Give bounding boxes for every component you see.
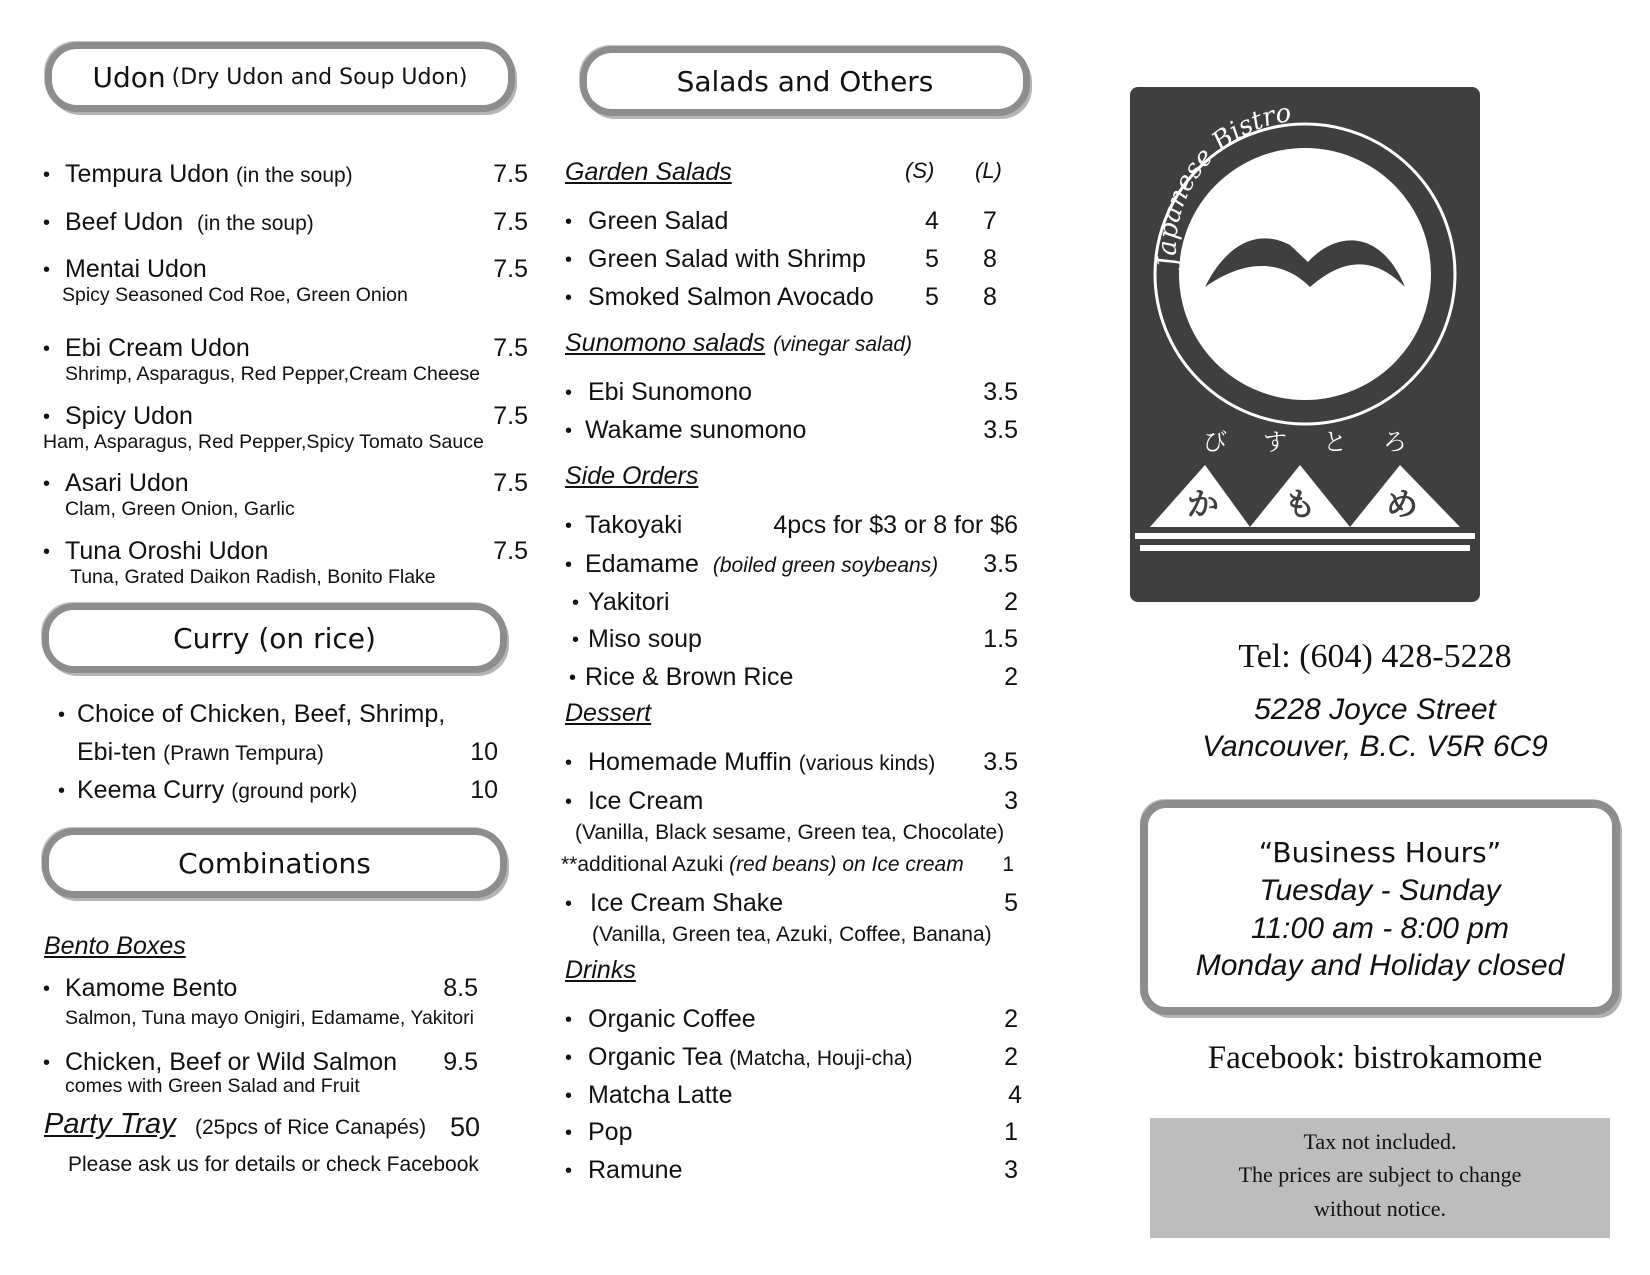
item-price: 1.5 [983, 625, 1018, 653]
item-price: 3.5 [983, 416, 1018, 444]
item-price: 2 [1004, 1005, 1018, 1033]
udon-banner [45, 42, 515, 112]
item-price: 2 [1004, 1043, 1018, 1071]
garden-salads-heading: Garden Salads [565, 158, 732, 186]
item-description: Salmon, Tuna mayo Onigiri, Edamame, Yakitori [65, 1007, 474, 1029]
item-name: Kamome Bento [65, 974, 238, 1002]
item-name: Matcha Latte [588, 1081, 733, 1109]
hours-days: Tuesday - Sunday [1259, 874, 1501, 907]
size-l-label: (L) [975, 158, 1002, 183]
address-line-2: Vancouver, B.C. V5R 6C9 [1202, 730, 1548, 763]
item-name: Ice Cream [588, 787, 704, 815]
item-price: 3.5 [983, 378, 1018, 406]
item-price: 10 [470, 776, 498, 804]
item-price: 10 [470, 738, 498, 766]
item-price: 7.5 [493, 334, 528, 362]
item-price: 2 [1004, 663, 1018, 691]
logo-graphic [1130, 87, 1480, 602]
item-description: comes with Green Salad and Fruit [65, 1075, 360, 1097]
hours-time: 11:00 am - 8:00 pm [1251, 912, 1509, 945]
sunomono-heading-text: Sunomono salads [565, 329, 766, 357]
item-name: Wakame sunomono [585, 416, 807, 444]
item-description: Clam, Green Onion, Garlic [65, 498, 295, 520]
item-price-s: 5 [925, 283, 939, 311]
azuki-prefix: **additional Azuki [561, 853, 730, 876]
left-column: Udon (Dry Udon and Soup Udon) • Tempura Udon (in the soup) 7.5 • Beef Udon (in the soup) 7.5 • Mentai Udon 7.5 Spicy Seasoned Cod Roe, Green Onion • Ebi Cream Udon 7.5 Shrimp, Asparagus, Red Pepper,Cream Cheese • Spicy Udon 7.5 Ham, Asparagus, Red Pepper,Spicy Tomato Sauce • Asari Udon 7.5 Clam, Green Onion, Garlic • Tuna Oroshi Udon 7.5 Tuna, Grated Daikon Radish, Bonito Flake Curry (on rice) • Choice of Chicken, Beef, Shrimp, Ebi-ten (Prawn Tempura) 10 • Keema Curry (ground pork) 10 Combinations Bento Boxes • Kamome Bento 8.5 Salmon, Tuna mayo Onigiri, Edamame, Yakitori • Chicken, Beef or Wild Salmon 9.5 comes with Green Salad and Fruit Party Tray (25pcs of Rice Canapés) 50 Please ask us for details or check Facebook [40, 0, 530, 1275]
item-description: (Vanilla, Green tea, Azuki, Coffee, Banana) [592, 923, 992, 946]
facebook: Facebook: bistrokamome [1207, 1040, 1543, 1076]
udon-title: Udon [92, 60, 166, 94]
hiragana-to: と [1323, 428, 1347, 456]
azuki-note: (red beans) on Ice cream [729, 853, 964, 876]
item-name: Yakitori [588, 588, 670, 616]
item-price: 3 [1004, 787, 1018, 815]
item-name: Asari Udon [65, 469, 189, 497]
item-name: Green Salad with Shrimp [588, 245, 866, 273]
item-price: 3.5 [983, 748, 1018, 776]
item-name: Ramune [588, 1156, 683, 1184]
item-name: Miso soup [588, 625, 702, 653]
item-name: Pop [588, 1118, 633, 1146]
item-price-s: 5 [925, 245, 939, 273]
item-name: Green Salad [588, 207, 729, 235]
item-note: (in the soup) [197, 212, 314, 235]
item-price: 4 [1008, 1081, 1022, 1109]
hiragana-bi: び [1203, 428, 1227, 456]
address-line-1: 5228 Joyce Street [1254, 693, 1496, 726]
item-name: Smoked Salmon Avocado [588, 283, 874, 311]
item-description: Shrimp, Asparagus, Red Pepper,Cream Cheese [65, 363, 481, 385]
middle-column: Salads and Others Garden Salads (S) (L) • Green Salad 4 7 • Green Salad with Shrimp 5 8 • Smoked Salmon Avocado 5 8 Sunomono salads (vinegar salad) • Ebi Sunomono 3.5 • Wakame sunomono 3.5 Side Orders • Takoyaki 4pcs for $3 or 8 for $6 • Edamame (boiled green soybeans) 3.5 • Yakitori 2 • Miso soup 1.5 • Rice & Brown Rice 2 Dessert • Homemade Muffin (various kinds) 3.5 • Ice Cream 3 (Vanilla, Black sesame, Green tea, Chocolate) **additional Azuki (red beans) on Ice cream 1 • Ice Cream Shake 5 (Vanilla, Green tea, Azuki, Coffee, Banana) Drinks • Organic Coffee 2 • Organic Tea (Matcha, Houji-cha) 2 • Matcha Latte 4 • Pop 1 • Ramune 3 [585, 0, 1080, 1275]
hiragana-su: す [1263, 428, 1287, 456]
logo-arc-top: Japanese Bistro [1152, 98, 1294, 269]
curry-title: Curry (on rice) [173, 621, 376, 655]
party-tray-note: (25pcs of Rice Canapés) [195, 1116, 427, 1139]
salads-title: Salads and Others [676, 64, 934, 98]
item-name: Takoyaki [585, 511, 683, 539]
item-price-l: 7 [983, 207, 997, 235]
item-name: Edamame [585, 550, 699, 578]
item-price: 3 [1004, 1156, 1018, 1184]
item-price: 1 [1002, 853, 1014, 876]
business-hours-box [1140, 800, 1620, 1015]
udon-subtitle: (Dry Udon and Soup Udon) [171, 64, 468, 90]
item-price: 7.5 [493, 160, 528, 188]
item-price: 7.5 [493, 537, 528, 565]
item-note: (boiled green soybeans) [712, 554, 939, 577]
item-name: Ebi Sunomono [588, 378, 753, 406]
item-name: Ice Cream Shake [590, 889, 784, 917]
item-price: 4pcs for $3 or 8 for $6 [773, 511, 1018, 539]
item-name: Mentai Udon [65, 255, 207, 283]
item-name: Tempura Udon [65, 160, 229, 188]
item-description: Tuna, Grated Daikon Radish, Bonito Flake [70, 566, 436, 588]
item-description: Ham, Asparagus, Red Pepper,Spicy Tomato Sauce [43, 431, 484, 453]
item-price-l: 8 [983, 283, 997, 311]
item-price: 2 [1004, 588, 1018, 616]
hours-closed: Monday and Holiday closed [1195, 949, 1565, 982]
hiragana-ro: ろ [1383, 428, 1407, 456]
telephone: Tel: (604) 428-5228 [1238, 638, 1512, 675]
item-name: Ebi-ten [77, 738, 157, 766]
item-name: Organic Tea [588, 1043, 723, 1071]
item-name: Homemade Muffin [588, 748, 792, 776]
logo-stripe [1140, 545, 1470, 551]
sunomono-note: (vinegar salad) [773, 333, 913, 356]
item-price: 9.5 [443, 1048, 478, 1076]
item-name: Beef Udon [65, 208, 184, 236]
hiragana-ka: か [1186, 485, 1220, 523]
item-note: (Prawn Tempura) [163, 742, 324, 765]
item-price-s: 4 [925, 207, 939, 235]
item-note: (ground pork) [231, 780, 358, 803]
hours-title: “Business Hours” [1258, 836, 1502, 869]
size-s-label: (S) [905, 158, 935, 183]
curry-banner [42, 603, 507, 673]
kamome-logo [1130, 87, 1480, 602]
logo-arc-bottom: Kamome [1249, 387, 1358, 424]
tax-line-3: without notice. [1314, 1196, 1446, 1221]
item-note: (in the soup) [235, 164, 353, 187]
hiragana-me: め [1385, 485, 1419, 523]
item-price: 1 [1004, 1118, 1018, 1146]
item-name: Organic Coffee [588, 1005, 756, 1033]
combinations-title: Combinations [178, 846, 371, 880]
item-name: Chicken, Beef or Wild Salmon [65, 1048, 398, 1076]
item-price: 5 [1004, 889, 1018, 917]
item-price: 3.5 [983, 550, 1018, 578]
party-tray-price: 50 [449, 1112, 480, 1142]
item-price-l: 8 [983, 245, 997, 273]
item-name: Tuna Oroshi Udon [65, 537, 269, 565]
logo-stripe [1135, 533, 1475, 539]
item-price: 7.5 [493, 469, 528, 497]
item-name: Keema Curry [77, 776, 225, 804]
item-description: (Vanilla, Black sesame, Green tea, Chocolate) [575, 821, 1005, 844]
combinations-banner [42, 828, 507, 898]
sunomono-heading [565, 329, 912, 358]
tax-line-2: The prices are subject to change [1238, 1162, 1522, 1187]
bento-heading: Bento Boxes [44, 932, 186, 960]
dessert-heading: Dessert [565, 699, 652, 727]
party-tray-description: Please ask us for details or check Facebook [68, 1153, 479, 1176]
tax-line-1: Tax not included. [1303, 1129, 1457, 1154]
item-description: Spicy Seasoned Cod Roe, Green Onion [62, 284, 408, 306]
party-tray-name: Party Tray [44, 1108, 176, 1140]
item-price: 8.5 [443, 974, 478, 1002]
item-note: (Matcha, Houji-cha) [729, 1047, 913, 1070]
drinks-heading: Drinks [565, 956, 636, 984]
item-price: 7.5 [493, 402, 528, 430]
side-orders-heading: Side Orders [565, 462, 699, 490]
item-note: (various kinds) [798, 752, 936, 775]
tax-notice [1150, 1118, 1610, 1238]
salads-banner [580, 46, 1030, 116]
hiragana-mo: も [1283, 485, 1317, 523]
item-name: Ebi Cream Udon [65, 334, 250, 362]
item-name: Choice of Chicken, Beef, Shrimp, [77, 700, 446, 728]
item-name: Spicy Udon [65, 402, 193, 430]
item-name: Rice & Brown Rice [585, 663, 794, 691]
item-price: 7.5 [493, 208, 528, 236]
item-price: 7.5 [493, 255, 528, 283]
